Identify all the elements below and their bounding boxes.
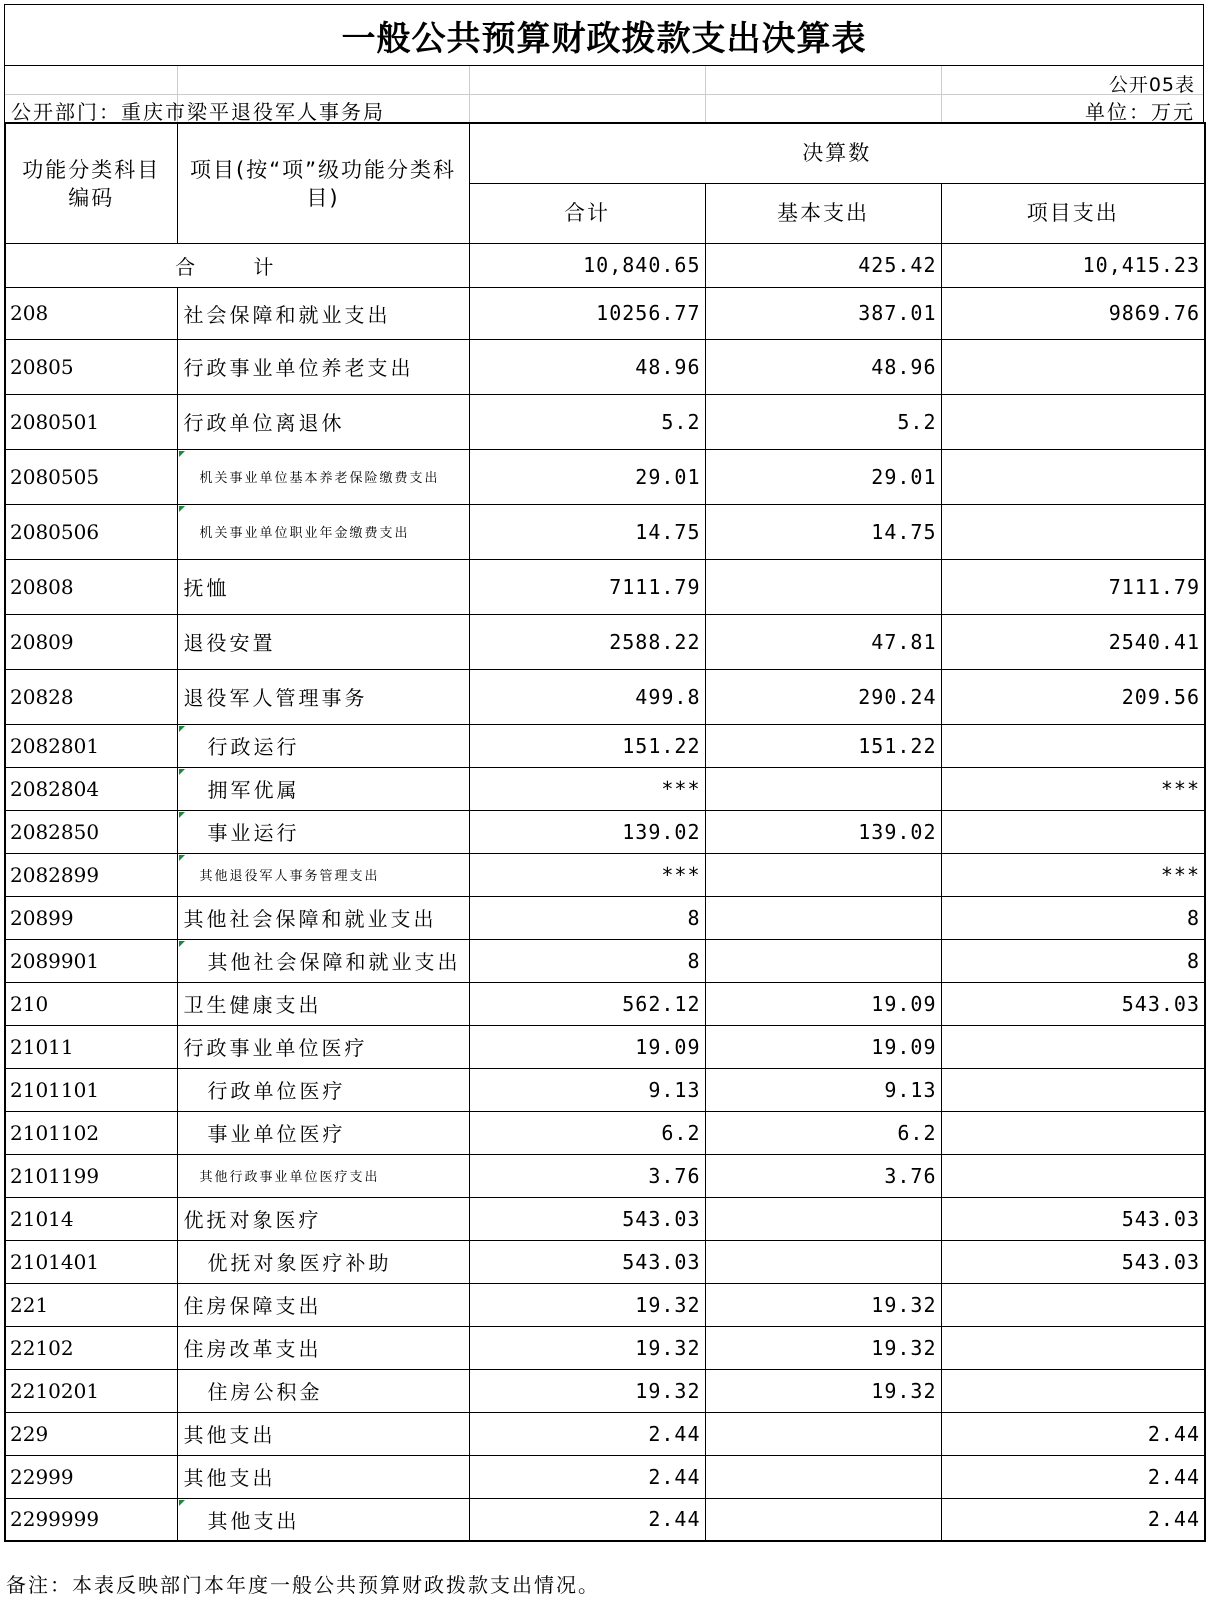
- total-basic: 425.42: [705, 243, 941, 287]
- row-basic: [705, 1197, 941, 1240]
- table-row: [5, 724, 1205, 767]
- row-project: 8: [941, 939, 1205, 982]
- row-total: 499.8: [469, 669, 705, 724]
- row-project: [941, 1369, 1205, 1412]
- row-project: 2.44: [941, 1455, 1205, 1498]
- table-row: [5, 982, 1205, 1025]
- row-total: 2.44: [469, 1498, 705, 1541]
- unit-label: 单位：万元: [1085, 100, 1195, 124]
- row-total: ***: [469, 853, 705, 896]
- row-code: 2080501: [5, 394, 177, 449]
- table-row: [5, 810, 1205, 853]
- table-row: [5, 767, 1205, 810]
- row-total: 9.13: [469, 1068, 705, 1111]
- row-total: 8: [469, 896, 705, 939]
- table-row: [5, 1326, 1205, 1369]
- row-basic: [705, 1498, 941, 1541]
- row-total: 2588.22: [469, 614, 705, 669]
- row-basic: 151.22: [705, 724, 941, 767]
- row-total: 19.32: [469, 1326, 705, 1369]
- row-code: 229: [5, 1412, 177, 1455]
- department-label: 公开部门：重庆市梁平退役军人事务局: [11, 100, 385, 124]
- row-name: 拥军优属: [177, 767, 469, 810]
- row-code: 20808: [5, 559, 177, 614]
- row-basic: [705, 853, 941, 896]
- table-row: [5, 1025, 1205, 1068]
- table-row: [5, 669, 1205, 724]
- row-code: 2080506: [5, 504, 177, 559]
- row-project: [941, 1025, 1205, 1068]
- table-row: [5, 1455, 1205, 1498]
- total-project: 10,415.23: [941, 243, 1205, 287]
- row-basic: 19.32: [705, 1369, 941, 1412]
- row-project: 543.03: [941, 1197, 1205, 1240]
- row-basic: 19.32: [705, 1326, 941, 1369]
- row-name: 机关事业单位职业年金缴费支出: [177, 504, 469, 559]
- row-code: 221: [5, 1283, 177, 1326]
- row-name: 行政事业单位养老支出: [177, 339, 469, 394]
- row-code: 2082804: [5, 767, 177, 810]
- row-basic: 14.75: [705, 504, 941, 559]
- row-total: 3.76: [469, 1154, 705, 1197]
- row-code: 2101401: [5, 1240, 177, 1283]
- row-basic: [705, 559, 941, 614]
- row-code: 2210201: [5, 1369, 177, 1412]
- row-name: 抚恤: [177, 559, 469, 614]
- row-name: 其他支出: [177, 1412, 469, 1455]
- row-project: 2540.41: [941, 614, 1205, 669]
- row-code: 210: [5, 982, 177, 1025]
- row-name: 其他支出: [177, 1498, 469, 1541]
- row-code: 2080505: [5, 449, 177, 504]
- row-name: 机关事业单位基本养老保险缴费支出: [177, 449, 469, 504]
- row-project: [941, 1154, 1205, 1197]
- row-total: 14.75: [469, 504, 705, 559]
- grid-line: [5, 94, 1203, 95]
- row-basic: [705, 1455, 941, 1498]
- row-total: 29.01: [469, 449, 705, 504]
- table-row: [5, 1154, 1205, 1197]
- row-basic: 387.01: [705, 287, 941, 339]
- row-total: ***: [469, 767, 705, 810]
- table-row: [5, 1240, 1205, 1283]
- row-project: [941, 449, 1205, 504]
- row-code: 21011: [5, 1025, 177, 1068]
- row-total: 151.22: [469, 724, 705, 767]
- table-row: [5, 939, 1205, 982]
- row-code: 20828: [5, 669, 177, 724]
- row-code: 2101101: [5, 1068, 177, 1111]
- row-project: [941, 1068, 1205, 1111]
- row-basic: [705, 767, 941, 810]
- row-project: [941, 394, 1205, 449]
- row-name: 卫生健康支出: [177, 982, 469, 1025]
- row-name: 其他社会保障和就业支出: [177, 896, 469, 939]
- header-settlement: 决算数: [469, 123, 1205, 183]
- row-basic: 3.76: [705, 1154, 941, 1197]
- table-row: [5, 339, 1205, 394]
- row-basic: 5.2: [705, 394, 941, 449]
- row-basic: 290.24: [705, 669, 941, 724]
- header-total: 合计: [469, 183, 705, 243]
- row-project: [941, 724, 1205, 767]
- row-total: 543.03: [469, 1197, 705, 1240]
- row-name: 其他支出: [177, 1455, 469, 1498]
- row-name: 行政单位离退休: [177, 394, 469, 449]
- table-row: [5, 896, 1205, 939]
- row-project: [941, 339, 1205, 394]
- table-row: [5, 853, 1205, 896]
- table-row: [5, 1111, 1205, 1154]
- row-name: 行政运行: [177, 724, 469, 767]
- footnote: 备注：本表反映部门本年度一般公共预算财政拨款支出情况。: [6, 1573, 600, 1597]
- row-total: 48.96: [469, 339, 705, 394]
- table-row: [5, 559, 1205, 614]
- table-row: [5, 449, 1205, 504]
- row-name: 住房改革支出: [177, 1326, 469, 1369]
- row-total: 19.32: [469, 1283, 705, 1326]
- row-name: 优抚对象医疗: [177, 1197, 469, 1240]
- row-project: 8: [941, 896, 1205, 939]
- row-code: 20805: [5, 339, 177, 394]
- row-basic: 139.02: [705, 810, 941, 853]
- table-row: [5, 1068, 1205, 1111]
- report-title: 一般公共预算财政拨款支出决算表: [4, 4, 1204, 66]
- row-name: 住房保障支出: [177, 1283, 469, 1326]
- row-code: 22999: [5, 1455, 177, 1498]
- row-basic: 6.2: [705, 1111, 941, 1154]
- row-name: 退役军人管理事务: [177, 669, 469, 724]
- row-project: 2.44: [941, 1498, 1205, 1541]
- table-row: [5, 1498, 1205, 1541]
- row-total: 19.09: [469, 1025, 705, 1068]
- row-code: 208: [5, 287, 177, 339]
- row-total: 562.12: [469, 982, 705, 1025]
- report-sheet: [4, 4, 1204, 1600]
- row-total: 2.44: [469, 1412, 705, 1455]
- row-project: 543.03: [941, 1240, 1205, 1283]
- row-code: 2082899: [5, 853, 177, 896]
- row-name: 优抚对象医疗补助: [177, 1240, 469, 1283]
- header-basic: 基本支出: [705, 183, 941, 243]
- row-project: [941, 1326, 1205, 1369]
- row-total: 2.44: [469, 1455, 705, 1498]
- row-name: 事业单位医疗: [177, 1111, 469, 1154]
- row-code: 22102: [5, 1326, 177, 1369]
- row-basic: [705, 939, 941, 982]
- row-code: 21014: [5, 1197, 177, 1240]
- budget-table: [4, 122, 1206, 1542]
- row-basic: 48.96: [705, 339, 941, 394]
- row-total: 543.03: [469, 1240, 705, 1283]
- row-project: 9869.76: [941, 287, 1205, 339]
- row-project: ***: [941, 853, 1205, 896]
- table-row: [5, 1369, 1205, 1412]
- row-basic: [705, 1412, 941, 1455]
- table-row: [5, 504, 1205, 559]
- row-basic: 9.13: [705, 1068, 941, 1111]
- row-total: 6.2: [469, 1111, 705, 1154]
- table-row: [5, 1197, 1205, 1240]
- row-name: 其他退役军人事务管理支出: [177, 853, 469, 896]
- row-total: 5.2: [469, 394, 705, 449]
- row-project: ***: [941, 767, 1205, 810]
- meta-area: [4, 66, 1204, 122]
- row-project: 209.56: [941, 669, 1205, 724]
- row-basic: 19.09: [705, 982, 941, 1025]
- table-row: [5, 287, 1205, 339]
- table-row: [5, 1283, 1205, 1326]
- row-project: 7111.79: [941, 559, 1205, 614]
- row-basic: [705, 896, 941, 939]
- row-total: 7111.79: [469, 559, 705, 614]
- row-code: 20899: [5, 896, 177, 939]
- row-total: 8: [469, 939, 705, 982]
- header-code: 功能分类科目编码: [5, 123, 177, 243]
- row-name: 事业运行: [177, 810, 469, 853]
- row-basic: 47.81: [705, 614, 941, 669]
- row-total: 19.32: [469, 1369, 705, 1412]
- row-code: 2082850: [5, 810, 177, 853]
- table-row: [5, 614, 1205, 669]
- row-basic: 19.09: [705, 1025, 941, 1068]
- header-item: 项目(按“项”级功能分类科目): [177, 123, 469, 243]
- row-total: 10256.77: [469, 287, 705, 339]
- row-project: [941, 810, 1205, 853]
- row-code: 2089901: [5, 939, 177, 982]
- row-total: 139.02: [469, 810, 705, 853]
- header-project: 项目支出: [941, 183, 1205, 243]
- row-code: 2101102: [5, 1111, 177, 1154]
- table-row: [5, 394, 1205, 449]
- row-code: 20809: [5, 614, 177, 669]
- row-name: 行政单位医疗: [177, 1068, 469, 1111]
- total-label: 合 计: [5, 243, 469, 287]
- total-row: [5, 243, 1205, 287]
- row-basic: 19.32: [705, 1283, 941, 1326]
- form-number: 公开05表: [1108, 74, 1195, 96]
- row-name: 其他社会保障和就业支出: [177, 939, 469, 982]
- row-basic: 29.01: [705, 449, 941, 504]
- row-name: 其他行政事业单位医疗支出: [177, 1154, 469, 1197]
- row-project: 543.03: [941, 982, 1205, 1025]
- row-code: 2082801: [5, 724, 177, 767]
- row-code: 2101199: [5, 1154, 177, 1197]
- row-basic: [705, 1240, 941, 1283]
- row-project: [941, 504, 1205, 559]
- total-sum: 10,840.65: [469, 243, 705, 287]
- row-name: 社会保障和就业支出: [177, 287, 469, 339]
- row-name: 退役安置: [177, 614, 469, 669]
- row-project: 2.44: [941, 1412, 1205, 1455]
- row-name: 行政事业单位医疗: [177, 1025, 469, 1068]
- table-row: [5, 1412, 1205, 1455]
- row-project: [941, 1283, 1205, 1326]
- row-project: [941, 1111, 1205, 1154]
- row-code: 2299999: [5, 1498, 177, 1541]
- row-name: 住房公积金: [177, 1369, 469, 1412]
